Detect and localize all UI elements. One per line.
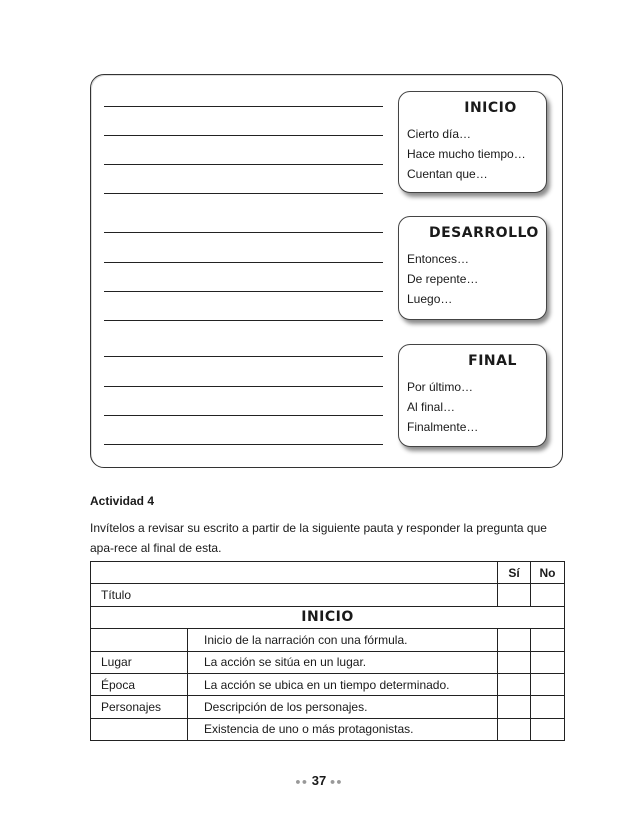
yes-checkbox-cell[interactable] xyxy=(498,673,531,695)
no-checkbox-cell[interactable] xyxy=(531,696,565,718)
page-footer xyxy=(0,773,638,788)
stage-title: DESARROLLO xyxy=(429,225,539,241)
writing-line xyxy=(104,320,383,321)
criterion-description: Inicio de la narración con una fórmula. xyxy=(188,629,498,651)
table-row xyxy=(91,629,565,651)
no-checkbox-cell[interactable] xyxy=(531,651,565,673)
stage-phrase: Entonces… xyxy=(407,252,470,266)
no-column-header: No xyxy=(531,562,565,584)
table-cell xyxy=(188,584,498,606)
yes-checkbox-cell[interactable] xyxy=(498,718,531,740)
page-number: 37 xyxy=(311,773,327,788)
writing-line xyxy=(104,444,383,445)
dots-ornament: ●● xyxy=(295,776,309,787)
table-row xyxy=(91,584,565,606)
yes-checkbox-cell[interactable] xyxy=(498,584,531,606)
criterion-label: Lugar xyxy=(91,651,188,673)
criterion-label xyxy=(91,718,188,740)
writing-line xyxy=(104,135,383,136)
table-cell xyxy=(188,562,498,584)
stage-title: FINAL xyxy=(468,353,517,369)
activity-instructions: Invítelos a revisar su escrito a partir de la siguiente pauta y responder la pregunta que apa-rece al final de esta. xyxy=(90,521,547,555)
stage-title: INICIO xyxy=(464,100,517,116)
rubric-table xyxy=(90,561,565,741)
no-checkbox-cell[interactable] xyxy=(531,673,565,695)
yes-checkbox-cell[interactable] xyxy=(498,651,531,673)
yes-checkbox-cell[interactable] xyxy=(498,696,531,718)
stage-phrase: Al final… xyxy=(407,400,456,414)
dots-ornament: ●● xyxy=(329,776,343,787)
criterion-label xyxy=(91,629,188,651)
section-heading: INICIO xyxy=(91,606,565,628)
stage-phrase: Luego… xyxy=(407,292,453,306)
criterion-description: Existencia de uno o más protagonistas. xyxy=(188,718,498,740)
criterion-label: Época xyxy=(91,673,188,695)
yes-checkbox-cell[interactable] xyxy=(498,629,531,651)
criterion-description: Descripción de los personajes. xyxy=(188,696,498,718)
stage-phrase: Cuentan que… xyxy=(407,167,488,181)
table-row xyxy=(91,562,565,584)
writing-line xyxy=(104,386,383,387)
title-criterion: Título xyxy=(91,584,188,606)
stage-phrase: Por último… xyxy=(407,380,474,394)
table-row xyxy=(91,673,565,695)
yes-column-header: Sí xyxy=(498,562,531,584)
no-checkbox-cell[interactable] xyxy=(531,718,565,740)
table-row xyxy=(91,696,565,718)
table-cell xyxy=(91,562,188,584)
criterion-label: Personajes xyxy=(91,696,188,718)
stage-box-final xyxy=(398,344,547,447)
writing-line xyxy=(104,106,383,107)
stage-phrase: Cierto día… xyxy=(407,127,472,141)
activity-title: Actividad 4 xyxy=(90,494,155,508)
writing-line xyxy=(104,356,383,357)
table-row xyxy=(91,651,565,673)
no-checkbox-cell[interactable] xyxy=(531,629,565,651)
criterion-description: La acción se sitúa en un lugar. xyxy=(188,651,498,673)
stage-phrase: De repente… xyxy=(407,272,479,286)
writing-line xyxy=(104,262,383,263)
table-row xyxy=(91,718,565,740)
writing-line xyxy=(104,415,383,416)
writing-line xyxy=(104,193,383,194)
criterion-description: La acción se ubica en un tiempo determinado. xyxy=(188,673,498,695)
table-row xyxy=(91,606,565,628)
stage-box-inicio xyxy=(398,91,547,193)
writing-line xyxy=(104,232,383,233)
stage-box-desarrollo xyxy=(398,216,547,320)
writing-line xyxy=(104,164,383,165)
no-checkbox-cell[interactable] xyxy=(531,584,565,606)
stage-phrase: Finalmente… xyxy=(407,420,479,434)
stage-phrase: Hace mucho tiempo… xyxy=(407,147,526,161)
writing-line xyxy=(104,291,383,292)
